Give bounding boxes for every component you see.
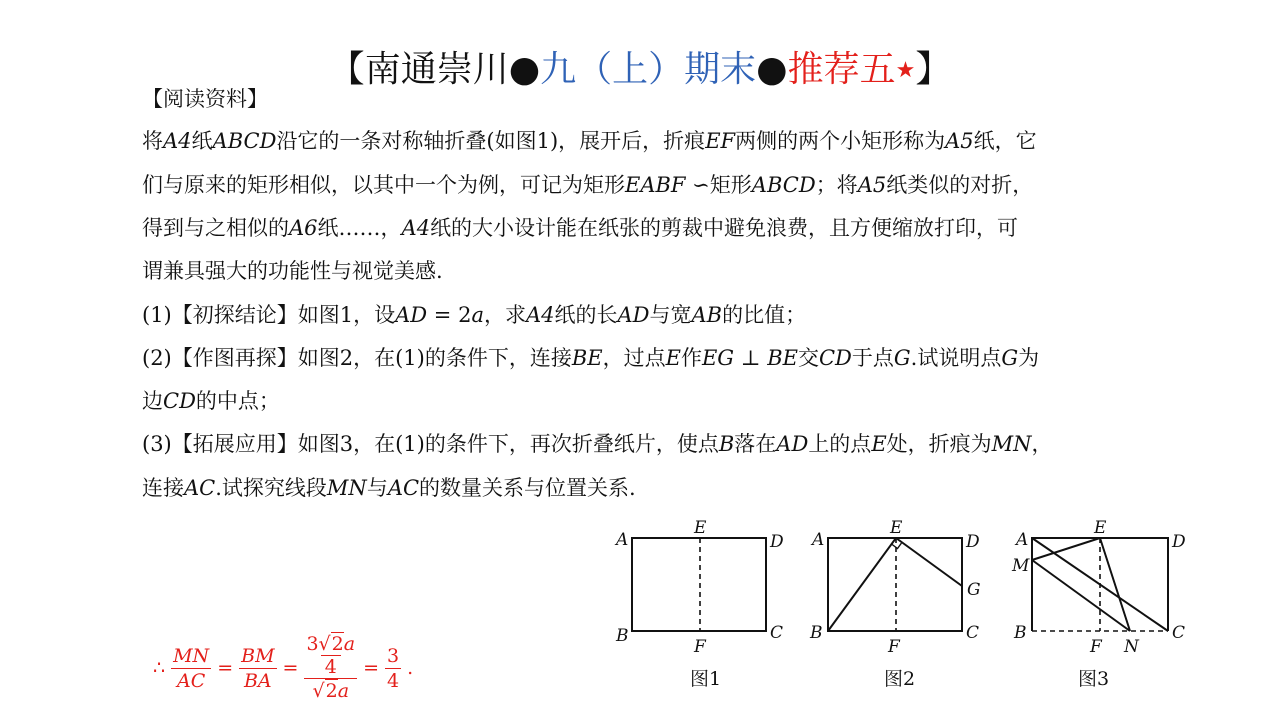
therefore-symbol: ∴ [153,657,166,679]
text-line-2: 们与原来的矩形相似，以其中一个为例，可记为矩形EABF ∽矩形ABCD；将A5纸类似的对折， [142,173,1034,197]
fig2-label-f: F [888,637,900,657]
fig3-label-e: E [1094,518,1107,538]
question-2-cont: 边CD的中点； [142,389,280,413]
fig3-segment-me [1032,538,1100,560]
title-dot-2: ● [756,49,788,90]
fig1-label-e: E [694,518,707,538]
fig2-segment-eg [896,538,962,586]
question-3-cont: 连接AC.试探究线段MN与AC的数量关系与位置关系. [142,476,636,500]
fig2-label-e: E [890,518,903,538]
figure-3-labels [1011,518,1186,690]
star-icon: ★ [895,58,916,83]
answer-formula: ∴ $\frac{MN}{AC}$ = $\frac{BM}{BA}$ = 3√2a 4 √2a = $\frac{3}{4}$ . [153,633,414,702]
text-line-4: 谓兼具强大的功能性与视觉美感. [142,259,443,283]
figure-2-labels [809,518,981,690]
question-2: (2)【作图再探】如图2，在(1)的条件下，连接BE，过点E作EG ⊥ BE交CD于点G.试说明点G为 [142,346,1040,370]
fig1-caption: 图1 [690,668,722,690]
text-line-1: 将A4纸ABCD沿它的一条对称轴折叠(如图1)，展开后，折痕EF两侧的两个小矩形称为A5纸，它 [142,129,1037,153]
fig1-rectangle [632,538,766,631]
fig1-label-d: D [770,532,784,552]
fig2-label-b: B [810,623,823,643]
section-label: 【阅读资料】 [142,87,268,111]
text-line-3: 得到与之相似的A6纸……，A4纸的大小设计能在纸张的剪裁中避免浪费，且方便缩放打印，可 [142,216,1019,240]
question-1: (1)【初探结论】如图1，设AD = 2a，求A4纸的长AD与宽AB的比值； [142,303,807,327]
fig3-label-d: D [1172,532,1186,552]
fig2-segment-be [828,538,896,631]
fraction-bm-ba: $\frac{BM}{BA}$ [241,644,275,692]
fig1-label-a: A [616,530,629,550]
fig2-rectangle [828,538,962,631]
fig2-right-angle-mark [892,543,902,549]
fraction-compound: 3√2a 4 √2a [306,633,356,702]
title-dot-1: ● [508,49,541,90]
figure-3 [1032,538,1168,631]
fraction-mn-ac: $\frac{MN}{AC}$ [173,644,210,692]
fig3-label-c: C [1172,623,1186,643]
fig3-label-b: B [1014,623,1027,643]
fig3-segment-en [1100,538,1130,631]
fig1-label-b: B [616,626,629,646]
fig3-label-m: M [1012,556,1030,576]
title-region: 南通崇川 [364,49,509,90]
fig1-label-c: C [770,623,784,643]
geometry-figures [600,508,1200,698]
figure-2 [828,538,962,631]
fig2-label-c: C [966,623,980,643]
question-3: (3)【拓展应用】如图3，在(1)的条件下，再次折叠纸片，使点B落在AD上的点E处，折痕为MN， [142,432,1053,456]
fig2-caption: 图2 [884,668,916,690]
fig2-label-d: D [966,532,980,552]
title-open-bracket: 【 [328,49,365,90]
title-close-bracket: 】 [915,49,952,90]
fig1-label-f: F [694,637,706,657]
title-recommend: 推荐五 [787,49,896,90]
fig3-label-n: N [1124,637,1139,657]
fig3-caption: 图3 [1078,668,1110,690]
fig3-label-f: F [1090,637,1102,657]
title-term: 九（上）期末 [540,49,757,90]
figure-1 [632,538,766,631]
fig3-label-a: A [1016,530,1029,550]
figure-1-labels [614,518,784,690]
fig2-label-g: G [967,580,981,600]
fig2-label-a: A [812,530,825,550]
fraction-3-4: $\frac{3}{4}$ [387,644,400,692]
